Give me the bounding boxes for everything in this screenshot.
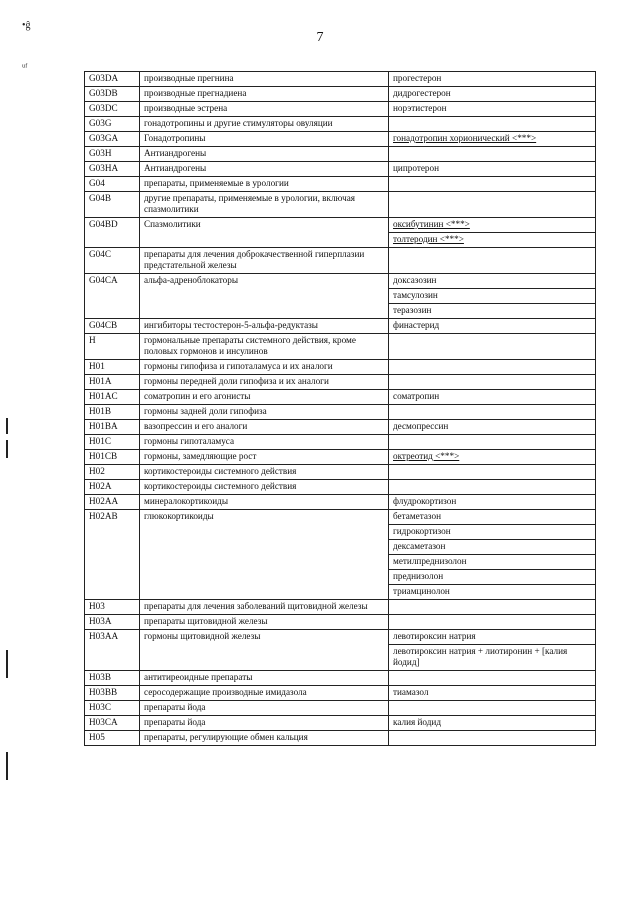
scan-edge-mark bbox=[6, 440, 8, 458]
drug-names-cell bbox=[389, 405, 596, 420]
drug-names-cell bbox=[389, 731, 596, 746]
atc-description-cell: препараты для лечения доброкачественной гиперплазии предстательной железы bbox=[140, 248, 389, 274]
atc-description-cell: производные прегнадиена bbox=[140, 87, 389, 102]
atc-code-cell: H03C bbox=[85, 701, 140, 716]
drug-names-cell bbox=[389, 435, 596, 450]
drug-name: прогестерон bbox=[393, 73, 442, 83]
drug-names-cell bbox=[389, 615, 596, 630]
table-row bbox=[85, 510, 596, 600]
table-row bbox=[85, 117, 596, 132]
atc-description-cell: гормоны, замедляющие рост bbox=[140, 450, 389, 465]
atc-description-cell: гормоны щитовидной железы bbox=[140, 630, 389, 671]
table-row bbox=[85, 147, 596, 162]
atc-code-cell: H01BA bbox=[85, 420, 140, 435]
table-row bbox=[85, 405, 596, 420]
drug-name: преднизолон bbox=[389, 569, 595, 584]
table-row bbox=[85, 375, 596, 390]
atc-code-cell: G04CB bbox=[85, 319, 140, 334]
atc-code-cell: H01C bbox=[85, 435, 140, 450]
drug-name bbox=[389, 701, 595, 715]
drug-name: норэтистерон bbox=[393, 103, 447, 113]
atc-code-cell: G03HA bbox=[85, 162, 140, 177]
atc-description-cell: Антиандрогены bbox=[140, 147, 389, 162]
table-row bbox=[85, 671, 596, 686]
atc-code-cell: H02AB bbox=[85, 510, 140, 600]
table-row bbox=[85, 162, 596, 177]
table-row bbox=[85, 435, 596, 450]
table-row bbox=[85, 686, 596, 701]
drug-name: триамцинолон bbox=[389, 584, 595, 599]
table-row bbox=[85, 731, 596, 746]
drug-names-cell bbox=[389, 102, 596, 117]
drug-names-cell bbox=[389, 420, 596, 435]
scan-edge-mark bbox=[6, 752, 8, 780]
drug-name bbox=[389, 248, 595, 262]
drug-name: теразозин bbox=[389, 303, 595, 318]
scan-edge-mark bbox=[6, 418, 8, 434]
drug-name bbox=[389, 375, 595, 389]
atc-description-cell: другие препараты, применяемые в урологии, включая спазмолитики bbox=[140, 192, 389, 218]
drug-name bbox=[389, 360, 595, 374]
atc-description-cell: Гонадотропины bbox=[140, 132, 389, 147]
drug-names-cell bbox=[389, 390, 596, 405]
atc-code-cell: G04CA bbox=[85, 274, 140, 319]
table-row bbox=[85, 102, 596, 117]
scan-mark-second: ᵘᶠ bbox=[22, 62, 28, 73]
drug-names-cell bbox=[389, 177, 596, 192]
drug-names-cell bbox=[389, 686, 596, 701]
atc-code-cell: H03A bbox=[85, 615, 140, 630]
drug-names-cell bbox=[389, 87, 596, 102]
drug-name: дексаметазон bbox=[389, 539, 595, 554]
drug-names-cell bbox=[389, 192, 596, 218]
drug-name bbox=[389, 334, 595, 348]
atc-description-cell: гонадотропины и другие стимуляторы овуляции bbox=[140, 117, 389, 132]
atc-code-cell: H02A bbox=[85, 480, 140, 495]
table-row bbox=[85, 218, 596, 248]
atc-code-cell: H02AA bbox=[85, 495, 140, 510]
atc-description-cell: вазопрессин и его аналоги bbox=[140, 420, 389, 435]
drug-name: бетаметазон bbox=[393, 511, 442, 521]
drug-name: финастерид bbox=[393, 320, 440, 330]
atc-code-cell: G03G bbox=[85, 117, 140, 132]
drug-name bbox=[389, 600, 595, 614]
table-row bbox=[85, 274, 596, 319]
drug-names-cell bbox=[389, 117, 596, 132]
drug-names-cell bbox=[389, 319, 596, 334]
atc-description-cell: ингибиторы тестостерон-5-альфа-редуктазы bbox=[140, 319, 389, 334]
drug-names-cell bbox=[389, 334, 596, 360]
atc-description-cell: препараты йода bbox=[140, 716, 389, 731]
drug-names-cell bbox=[389, 274, 596, 319]
atc-description-cell: соматропин и его агонисты bbox=[140, 390, 389, 405]
atc-description-cell: серосодержащие производные имидазола bbox=[140, 686, 389, 701]
atc-description-cell: гормоны гипоталамуса bbox=[140, 435, 389, 450]
atc-description-cell: производные прегнина bbox=[140, 72, 389, 87]
drug-names-cell bbox=[389, 510, 596, 600]
atc-code-cell: G03H bbox=[85, 147, 140, 162]
table-row bbox=[85, 701, 596, 716]
drug-names-cell bbox=[389, 375, 596, 390]
atc-code-cell: H01A bbox=[85, 375, 140, 390]
atc-code-cell: G03GA bbox=[85, 132, 140, 147]
drug-names-cell bbox=[389, 495, 596, 510]
drug-name: левотироксин натрия + лиотиронин + [калия йодид] bbox=[389, 644, 595, 670]
table-row bbox=[85, 319, 596, 334]
drug-names-cell bbox=[389, 630, 596, 671]
atc-code-cell: G03DA bbox=[85, 72, 140, 87]
table-row bbox=[85, 390, 596, 405]
scan-edge-mark bbox=[6, 650, 8, 678]
table-row bbox=[85, 360, 596, 375]
drug-name: десмопрессин bbox=[393, 421, 449, 431]
drug-name: дидрогестерон bbox=[393, 88, 451, 98]
table-row bbox=[85, 334, 596, 360]
drug-name bbox=[389, 405, 595, 419]
atc-description-cell: гормоны передней доли гипофиза и их аналоги bbox=[140, 375, 389, 390]
atc-description-cell: гормоны гипофиза и гипоталамуса и их аналоги bbox=[140, 360, 389, 375]
atc-description-cell: антитиреоидные препараты bbox=[140, 671, 389, 686]
table-row bbox=[85, 420, 596, 435]
table-row bbox=[85, 177, 596, 192]
atc-description-cell: гормоны задней доли гипофиза bbox=[140, 405, 389, 420]
atc-code-cell: H03CA bbox=[85, 716, 140, 731]
drug-names-cell bbox=[389, 465, 596, 480]
atc-description-cell: минералокортикоиды bbox=[140, 495, 389, 510]
atc-code-cell: H05 bbox=[85, 731, 140, 746]
table-body bbox=[85, 72, 596, 746]
atc-code-cell: H01CB bbox=[85, 450, 140, 465]
atc-code-cell: H03B bbox=[85, 671, 140, 686]
atc-code-cell: H02 bbox=[85, 465, 140, 480]
atc-description-cell: альфа-адреноблокаторы bbox=[140, 274, 389, 319]
scan-mark-top: •ĝ bbox=[22, 20, 31, 31]
table-row bbox=[85, 600, 596, 615]
page-number: 7 bbox=[316, 30, 324, 45]
drug-name: оксибутинин <***> bbox=[393, 219, 470, 229]
drug-name: флудрокортизон bbox=[393, 496, 457, 506]
table-row bbox=[85, 132, 596, 147]
table-row bbox=[85, 465, 596, 480]
drug-name: калия йодид bbox=[393, 717, 442, 727]
atc-code-cell: H01B bbox=[85, 405, 140, 420]
table-row bbox=[85, 248, 596, 274]
table-row bbox=[85, 630, 596, 671]
table-row bbox=[85, 495, 596, 510]
drug-name: толтеродин <***> bbox=[389, 232, 595, 247]
drug-names-cell bbox=[389, 600, 596, 615]
drug-name bbox=[389, 177, 595, 191]
atc-description-cell: кортикостероиды системного действия bbox=[140, 465, 389, 480]
table-row bbox=[85, 615, 596, 630]
drug-names-cell bbox=[389, 218, 596, 248]
atc-description-cell: кортикостероиды системного действия bbox=[140, 480, 389, 495]
atc-description-cell: препараты, регулирующие обмен кальция bbox=[140, 731, 389, 746]
table-row bbox=[85, 450, 596, 465]
drug-name: тамсулозин bbox=[389, 288, 595, 303]
drug-name bbox=[389, 192, 595, 206]
drug-names-cell bbox=[389, 248, 596, 274]
drug-name: гидрокортизон bbox=[389, 524, 595, 539]
table-row bbox=[85, 480, 596, 495]
atc-code-cell: G04C bbox=[85, 248, 140, 274]
atc-description-cell: Антиандрогены bbox=[140, 162, 389, 177]
atc-description-cell: гормональные препараты системного действия, кроме половых гормонов и инсулинов bbox=[140, 334, 389, 360]
drug-name bbox=[389, 465, 595, 479]
drug-name: метилпреднизолон bbox=[389, 554, 595, 569]
table-row bbox=[85, 192, 596, 218]
drug-name: гонадотропин хорионический <***> bbox=[393, 133, 537, 143]
table-row bbox=[85, 716, 596, 731]
atc-code-cell: H01 bbox=[85, 360, 140, 375]
atc-description-cell: препараты щитовидной железы bbox=[140, 615, 389, 630]
drug-name bbox=[389, 147, 595, 161]
atc-code-cell: H03 bbox=[85, 600, 140, 615]
atc-code-cell: H bbox=[85, 334, 140, 360]
atc-code-cell: H03AA bbox=[85, 630, 140, 671]
atc-code-cell: G04 bbox=[85, 177, 140, 192]
drug-name bbox=[389, 435, 595, 449]
drug-name bbox=[389, 671, 595, 685]
drug-name: ципротерон bbox=[393, 163, 440, 173]
atc-description-cell: Спазмолитики bbox=[140, 218, 389, 248]
drug-name: левотироксин натрия bbox=[393, 631, 476, 641]
drug-names-cell bbox=[389, 671, 596, 686]
drug-names-cell bbox=[389, 360, 596, 375]
drug-names-cell bbox=[389, 450, 596, 465]
drug-name bbox=[389, 615, 595, 629]
drug-name: доксазозин bbox=[393, 275, 437, 285]
atc-description-cell: глюкокортикоиды bbox=[140, 510, 389, 600]
table-row bbox=[85, 87, 596, 102]
drug-name: октреотид <***> bbox=[393, 451, 460, 461]
atc-code-cell: H03BB bbox=[85, 686, 140, 701]
atc-description-cell: препараты, применяемые в урологии bbox=[140, 177, 389, 192]
drug-names-cell bbox=[389, 716, 596, 731]
atc-code-cell: H01AC bbox=[85, 390, 140, 405]
atc-code-cell: G03DC bbox=[85, 102, 140, 117]
drug-names-cell bbox=[389, 701, 596, 716]
atc-description-cell: препараты йода bbox=[140, 701, 389, 716]
drug-names-cell bbox=[389, 72, 596, 87]
table-row bbox=[85, 72, 596, 87]
drug-name bbox=[389, 480, 595, 494]
drug-name: тиамазол bbox=[393, 687, 429, 697]
drug-name bbox=[389, 117, 595, 131]
atc-code-cell: G04BD bbox=[85, 218, 140, 248]
drug-names-cell bbox=[389, 147, 596, 162]
drug-names-cell bbox=[389, 162, 596, 177]
drug-names-cell bbox=[389, 480, 596, 495]
atc-description-cell: производные эстрена bbox=[140, 102, 389, 117]
drug-names-cell bbox=[389, 132, 596, 147]
atc-code-cell: G03DB bbox=[85, 87, 140, 102]
atc-description-cell: препараты для лечения заболеваний щитовидной железы bbox=[140, 600, 389, 615]
drug-name bbox=[389, 731, 595, 745]
drug-classification-table bbox=[84, 71, 596, 746]
drug-name: соматропин bbox=[393, 391, 440, 401]
atc-code-cell: G04B bbox=[85, 192, 140, 218]
